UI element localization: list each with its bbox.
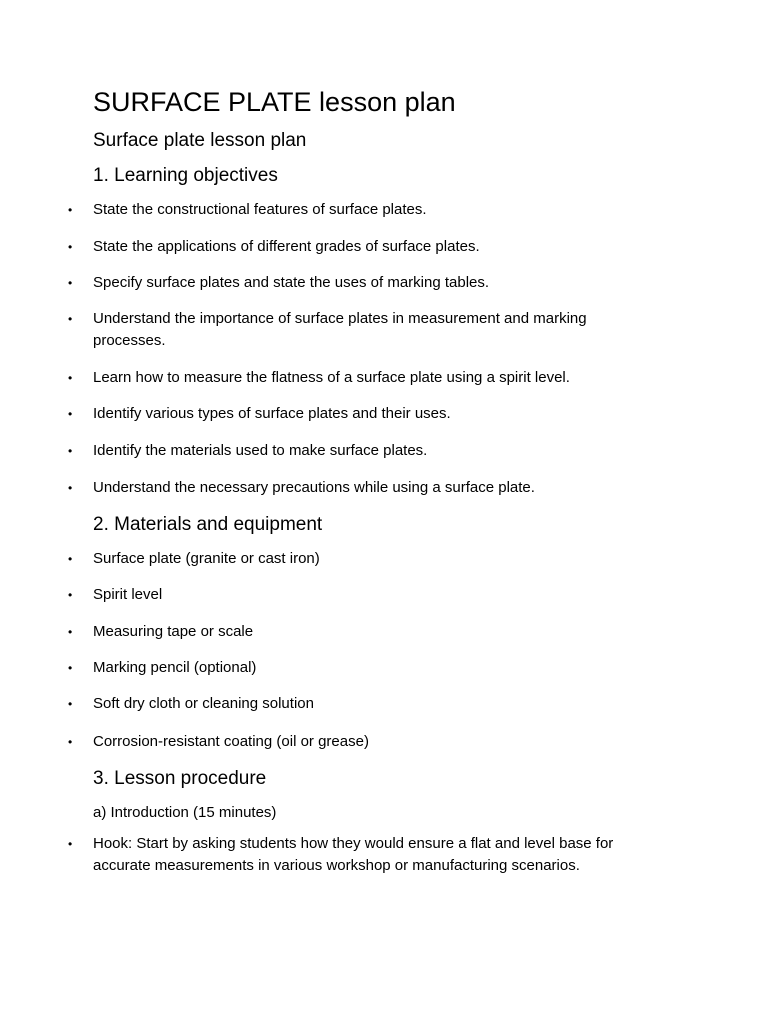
list-item-text: Spirit level [93, 586, 163, 603]
bullet-icon: • [68, 240, 73, 254]
list-item-text: Identify various types of surface plates and their uses. [93, 405, 451, 422]
bullet-icon: • [68, 552, 73, 566]
bullet-icon: • [68, 203, 73, 217]
subsection-heading-introduction: a) Introduction (15 minutes) [93, 804, 277, 821]
list-item-text: Learn how to measure the flatness of a surface plate using a spirit level. [93, 369, 570, 386]
bullet-icon: • [68, 735, 73, 749]
bullet-icon: • [68, 661, 73, 675]
list-item-text: Marking pencil (optional) [93, 659, 257, 676]
list-item-text: Corrosion-resistant coating (oil or grease) [93, 733, 369, 750]
list-item-text: Understand the necessary precautions while using a surface plate. [93, 479, 535, 496]
bullet-icon: • [68, 407, 73, 421]
list-item-text: Hook: Start by asking students how they would ensure a flat and level base for accurate measurements in various workshop or manufacturing scenarios. [93, 835, 614, 874]
section-heading-procedure: 3. Lesson procedure [93, 768, 267, 789]
bullet-icon: • [68, 312, 73, 326]
bullet-icon: • [68, 697, 73, 711]
bullet-icon: • [68, 371, 73, 385]
list-item-text: Specify surface plates and state the uses of marking tables. [93, 274, 490, 291]
document-title: SURFACE PLATE lesson plan [93, 87, 456, 117]
bullet-icon: • [68, 837, 73, 851]
document-subtitle: Surface plate lesson plan [93, 130, 307, 151]
bullet-icon: • [68, 481, 73, 495]
list-item-text: Identify the materials used to make surface plates. [93, 442, 428, 459]
list-item-text: State the applications of different grades of surface plates. [93, 238, 480, 255]
list-item-text: Understand the importance of surface plates in measurement and marking processes. [93, 310, 587, 349]
section-heading-materials: 2. Materials and equipment [93, 514, 323, 535]
bullet-icon: • [68, 625, 73, 639]
list-item-text: Measuring tape or scale [93, 623, 254, 640]
bullet-icon: • [68, 276, 73, 290]
section-heading-learning-objectives: 1. Learning objectives [93, 165, 278, 186]
bullet-icon: • [68, 444, 73, 458]
list-item-text: State the constructional features of surface plates. [93, 201, 427, 218]
list-item-text: Soft dry cloth or cleaning solution [93, 695, 314, 712]
bullet-icon: • [68, 588, 73, 602]
list-item-text: Surface plate (granite or cast iron) [93, 550, 320, 567]
